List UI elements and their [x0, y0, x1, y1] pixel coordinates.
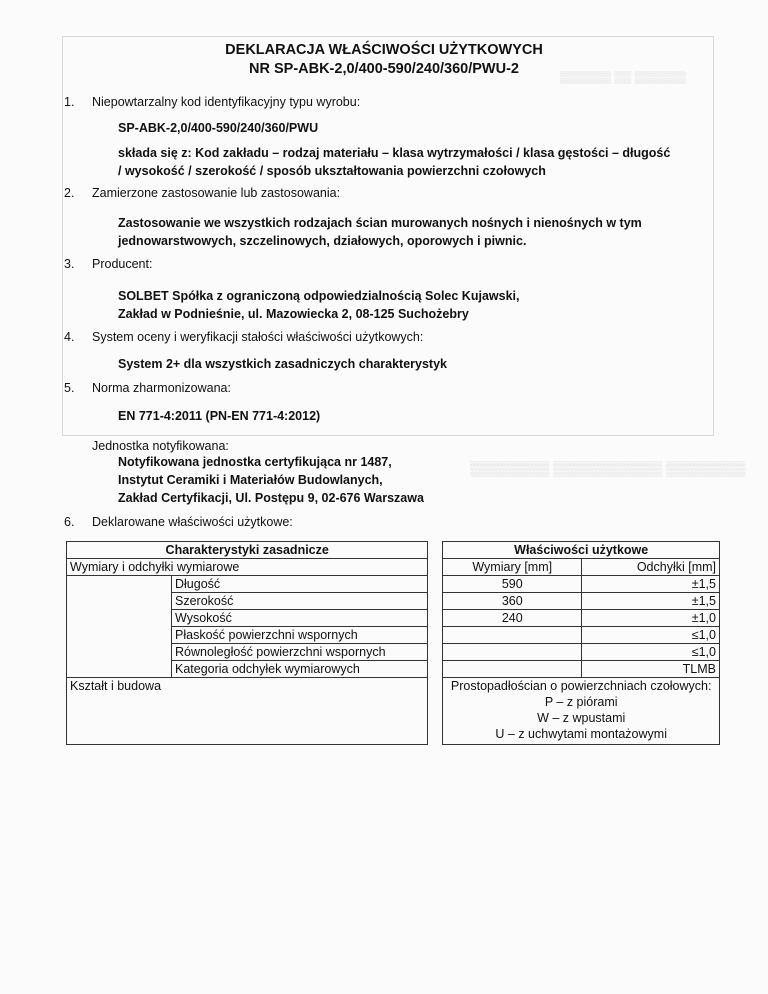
column-header-dimensions: Wymiary [mm]: [443, 559, 582, 576]
section-label: Deklarowane właściwości użytkowe:: [92, 515, 293, 529]
performance-table: [66, 541, 720, 745]
declaration-number: NR SP-ABK-2,0/400-590/240/360/PWU-2: [249, 61, 519, 77]
shape-description: [443, 678, 720, 745]
row-tolerance: ±1,0: [582, 610, 720, 627]
row-name: Wysokość: [172, 610, 428, 627]
section-label: Niepowtarzalny kod identyfikacyjny typu wyrobu:: [92, 95, 361, 109]
row-name: Równoległość powierzchni wspornych: [172, 644, 428, 661]
row-tolerance: ≤1,0: [582, 627, 720, 644]
row-name: Szerokość: [172, 593, 428, 610]
section-label: Norma zharmonizowana:: [92, 381, 231, 395]
shape-label: Kształt i budowa: [67, 678, 428, 745]
row-tolerance: ±1,5: [582, 593, 720, 610]
row-dimension: [443, 661, 582, 678]
table-header-characteristics: Charakterystyki zasadnicze: [67, 542, 428, 559]
table-header-performance: Właściwości użytkowe: [443, 542, 720, 559]
notified-body-1: Notyfikowana jednostka certyfikująca nr 1487,: [118, 455, 392, 469]
row-dimension: [443, 627, 582, 644]
column-gap: [428, 542, 443, 745]
document-title: DEKLARACJA WŁAŚCIWOŚCI UŻYTKOWYCH: [225, 42, 543, 58]
row-dimension: 240: [443, 610, 582, 627]
product-code: SP-ABK-2,0/400-590/240/360/PWU: [118, 121, 319, 135]
row-dimension: 590: [443, 576, 582, 593]
shape-line: W – z wpustami: [537, 711, 626, 725]
notified-body-label: Jednostka notyfikowana:: [92, 439, 229, 453]
shape-line: U – z uchwytami montażowymi: [495, 727, 667, 741]
section-number: 3.: [64, 257, 75, 271]
intended-use-1: Zastosowanie we wszystkich rodzajach ścian murowanych nośnych i nienośnych w tym: [118, 216, 642, 230]
notified-body-3: Zakład Certyfikacji, Ul. Postępu 9, 02-676 Warszawa: [118, 491, 424, 505]
code-explanation-1: składa się z: Kod zakładu – rodzaj materiału – klasa wytrzymałości / klasa gęstości – długość: [118, 146, 671, 160]
row-name: Kategoria odchyłek wymiarowych: [172, 661, 428, 678]
table-row: [67, 576, 720, 593]
section-number: 5.: [64, 381, 75, 395]
table-header-row: [67, 542, 720, 559]
code-explanation-2: / wysokość / szerokość / sposób ukształtowania powierzchni czołowych: [118, 164, 546, 178]
section-label: Producent:: [92, 257, 153, 271]
bleed-through-text: ▒▒▒▒▒▒▒▒ ▒▒▒▒▒▒▒▒▒▒▒ ▒▒▒▒▒▒▒▒: [470, 460, 746, 476]
section-label: System oceny i weryfikacji stałości właściwości użytkowych:: [92, 330, 424, 344]
row-tolerance: TLMB: [582, 661, 720, 678]
manufacturer-1: SOLBET Spółka z ograniczoną odpowiedzialnością Solec Kujawski,: [118, 289, 520, 303]
shape-line: Prostopadłościan o powierzchniach czołowych:: [450, 679, 712, 693]
row-tolerance: ±1,5: [582, 576, 720, 593]
table-row: [67, 559, 720, 576]
section-number: 6.: [64, 515, 75, 529]
section-label: Zamierzone zastosowanie lub zastosowania:: [92, 186, 341, 200]
table-row: [67, 678, 720, 745]
manufacturer-2: Zakład w Podnieśnie, ul. Mazowiecka 2, 08-125 Suchożebry: [118, 307, 469, 321]
row-tolerance: ≤1,0: [582, 644, 720, 661]
row-dimension: 360: [443, 593, 582, 610]
notified-body-2: Instytut Ceramiki i Materiałów Budowlanych,: [118, 473, 383, 487]
bleed-through-text: ▒▒▒▒▒▒ ▒▒ ▒▒▒▒▒▒: [560, 70, 686, 84]
harmonised-standard: EN 771-4:2011 (PN-EN 771-4:2012): [118, 409, 321, 423]
column-header-tolerances: Odchyłki [mm]: [582, 559, 720, 576]
assessment-system: System 2+ dla wszystkich zasadniczych charakterystyk: [118, 357, 447, 371]
row-name: Długość: [172, 576, 428, 593]
row-dimension: [443, 644, 582, 661]
section-number: 1.: [64, 95, 75, 109]
row-name: Płaskość powierzchni wspornych: [172, 627, 428, 644]
group-label: Wymiary i odchyłki wymiarowe: [67, 559, 428, 576]
section-number: 4.: [64, 330, 75, 344]
shape-line: P – z piórami: [544, 695, 618, 709]
section-number: 2.: [64, 186, 75, 200]
intended-use-2: jednowarstwowych, szczelinowych, działowych, oporowych i piwnic.: [118, 234, 527, 248]
group-spacer: [67, 576, 172, 678]
